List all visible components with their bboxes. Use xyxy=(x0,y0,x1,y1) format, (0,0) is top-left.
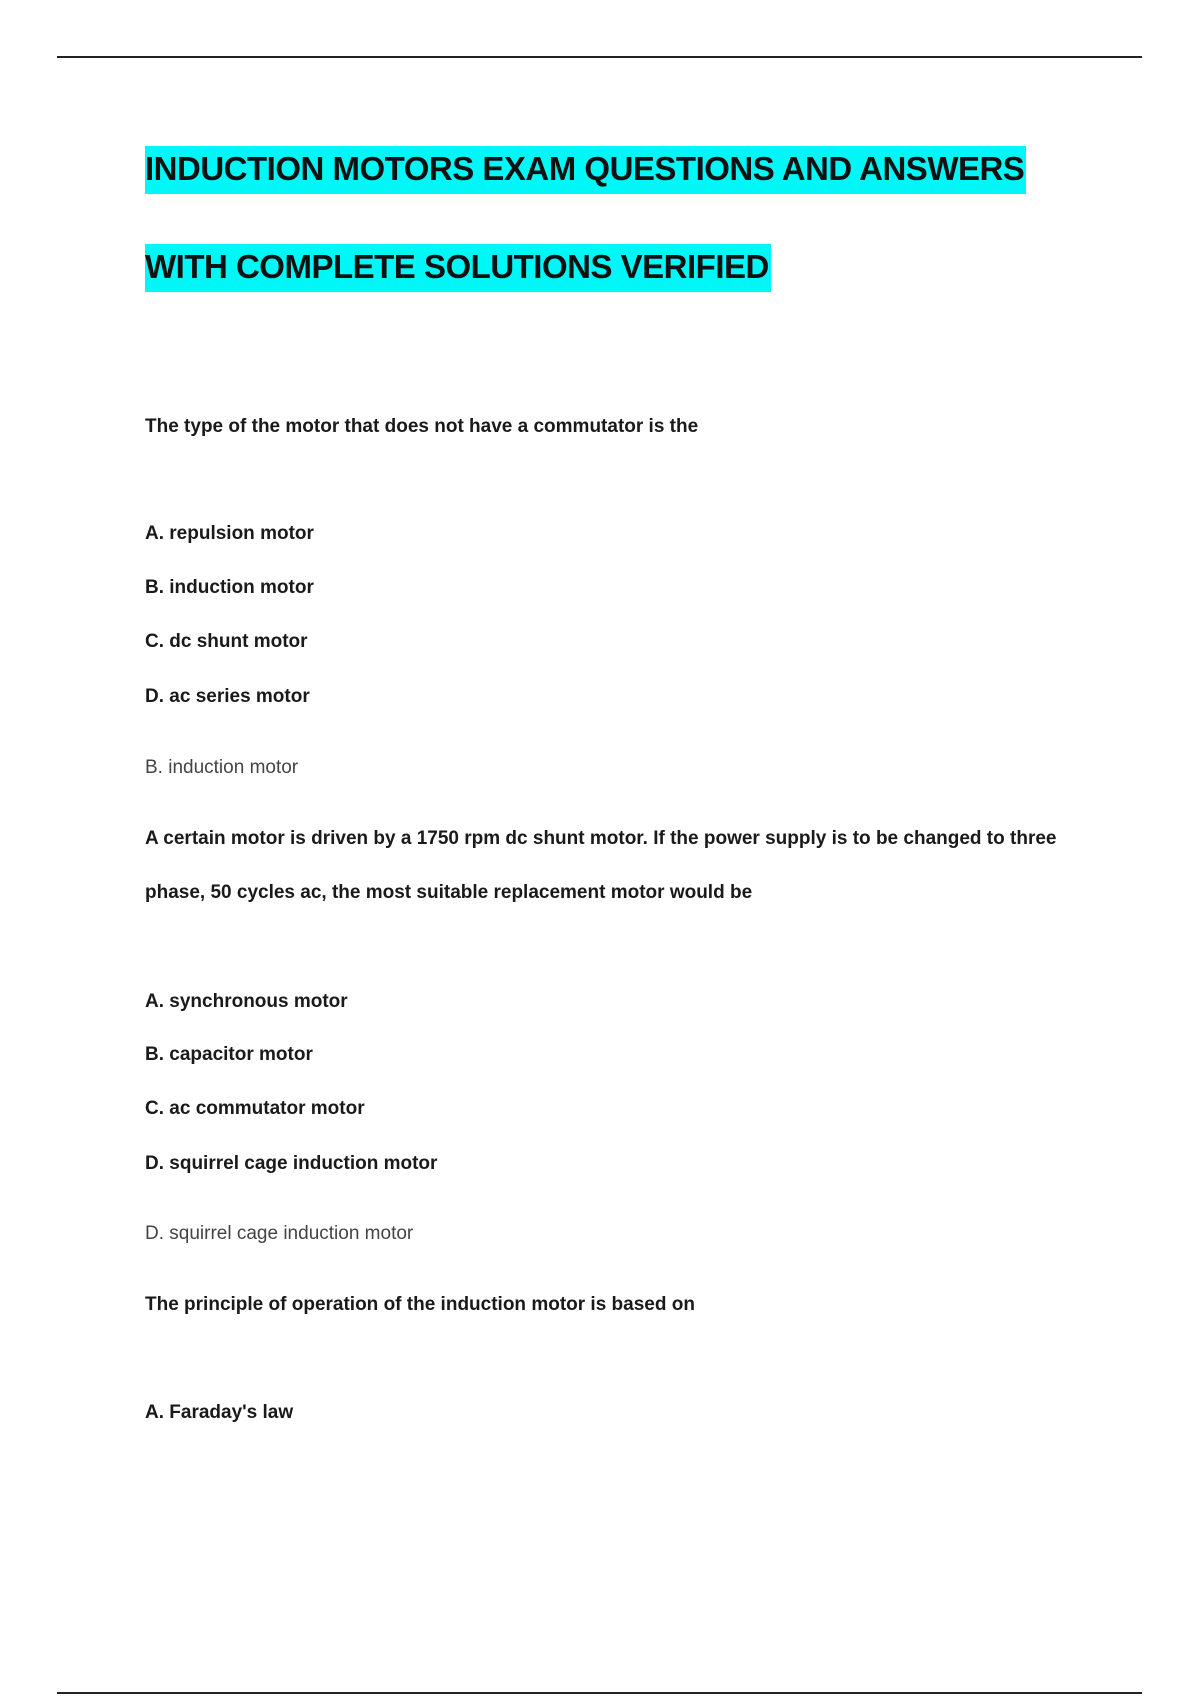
question-2-option-a: A. synchronous motor xyxy=(145,991,348,1012)
question-2-option-b: B. capacitor motor xyxy=(145,1044,313,1065)
question-2-text: A certain motor is driven by a 1750 rpm dc shunt motor. If the power supply is to be changed to three phase, 50 cycles ac, the most suitable replacement motor would be xyxy=(145,828,1057,903)
question-3-text: The principle of operation of the induction motor is based on xyxy=(145,1294,695,1315)
question-1-option-c: C. dc shunt motor xyxy=(145,631,308,652)
question-1-answer: B. induction motor xyxy=(145,757,299,778)
question-1-text: The type of the motor that does not have a commutator is the xyxy=(145,416,699,437)
question-2-option-c: C. ac commutator motor xyxy=(145,1098,365,1119)
header-rule xyxy=(57,56,1142,58)
question-2-option-d: D. squirrel cage induction motor xyxy=(145,1153,438,1174)
question-3-option-a: A. Faraday's law xyxy=(145,1402,294,1423)
document-title-line-1: INDUCTION MOTORS EXAM QUESTIONS AND ANSWERS xyxy=(145,146,1026,194)
question-1-option-a: A. repulsion motor xyxy=(145,523,314,544)
footer-rule xyxy=(57,1692,1142,1694)
question-1-option-b: B. induction motor xyxy=(145,577,314,598)
document-title-line-2: WITH COMPLETE SOLUTIONS VERIFIED xyxy=(145,244,771,292)
question-2-answer: D. squirrel cage induction motor xyxy=(145,1223,414,1244)
question-1-option-d: D. ac series motor xyxy=(145,686,310,707)
